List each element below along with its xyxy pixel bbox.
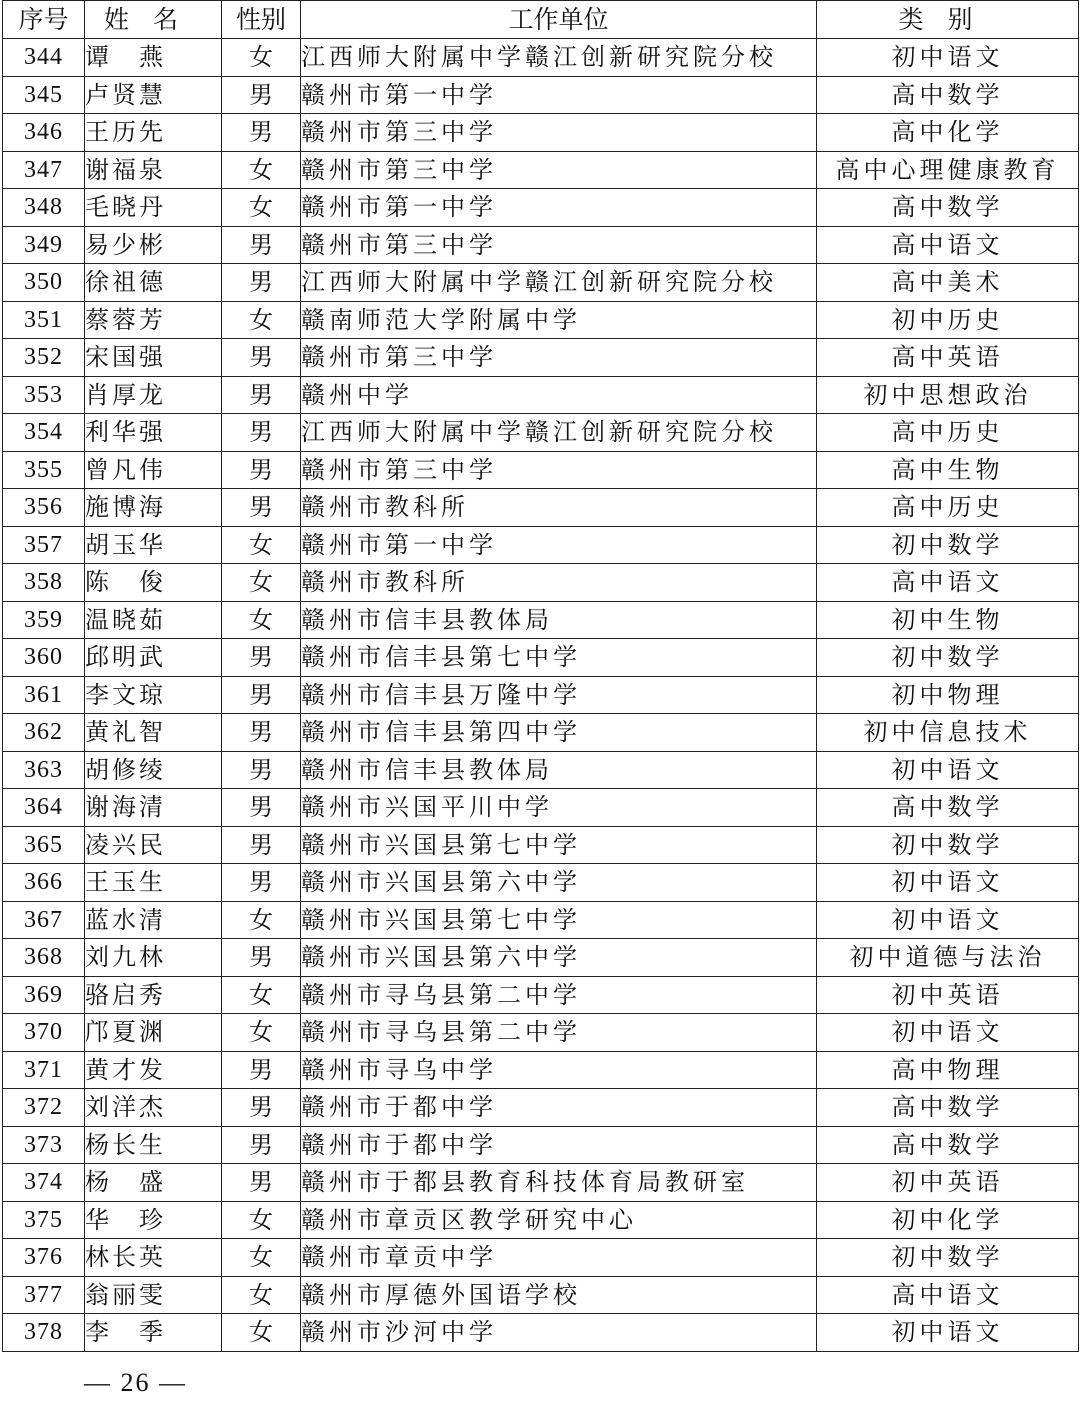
- cell-name: 林长英: [85, 1239, 222, 1277]
- cell-seq: 372: [3, 1089, 85, 1127]
- cell-seq: 373: [3, 1126, 85, 1164]
- cell-name: 黄礼智: [85, 714, 222, 752]
- table-row: [3, 1051, 1079, 1089]
- cell-category: 高中物理: [817, 1051, 1079, 1089]
- cell-unit: 江西师大附属中学赣江创新研究院分校: [301, 39, 817, 77]
- cell-seq: 355: [3, 451, 85, 489]
- cell-gender: 女: [222, 1201, 301, 1239]
- cell-category: 初中语文: [817, 751, 1079, 789]
- cell-seq: 345: [3, 76, 85, 114]
- cell-gender: 男: [222, 864, 301, 902]
- cell-name: 谢福泉: [85, 151, 222, 189]
- header-gender: 性别: [222, 1, 301, 39]
- cell-unit: 江西师大附属中学赣江创新研究院分校: [301, 264, 817, 302]
- cell-name: 宋国强: [85, 339, 222, 377]
- cell-seq: 347: [3, 151, 85, 189]
- table-row: [3, 789, 1079, 827]
- cell-unit: 赣州市兴国县第六中学: [301, 864, 817, 902]
- table-row: [3, 264, 1079, 302]
- cell-category: 初中数学: [817, 526, 1079, 564]
- cell-unit: 赣州市信丰县第七中学: [301, 639, 817, 677]
- cell-seq: 375: [3, 1201, 85, 1239]
- table-row: [3, 714, 1079, 752]
- cell-seq: 354: [3, 414, 85, 452]
- cell-name: 刘洋杰: [85, 1089, 222, 1127]
- table-row: [3, 751, 1079, 789]
- cell-category: 初中道德与法治: [817, 939, 1079, 977]
- cell-unit: 赣州市于都中学: [301, 1089, 817, 1127]
- cell-category: 高中生物: [817, 451, 1079, 489]
- cell-name: 华 珍: [85, 1201, 222, 1239]
- cell-seq: 366: [3, 864, 85, 902]
- cell-gender: 女: [222, 301, 301, 339]
- cell-name: 邝夏渊: [85, 1014, 222, 1052]
- cell-name: 王玉生: [85, 864, 222, 902]
- cell-unit: 赣州市章贡中学: [301, 1239, 817, 1277]
- table-row: [3, 676, 1079, 714]
- cell-name: 王历先: [85, 114, 222, 152]
- cell-unit: 江西师大附属中学赣江创新研究院分校: [301, 414, 817, 452]
- cell-unit: 赣州市第三中学: [301, 151, 817, 189]
- cell-unit: 赣州市第三中学: [301, 226, 817, 264]
- header-category: 类别: [817, 1, 1079, 39]
- cell-seq: 364: [3, 789, 85, 827]
- cell-category: 初中英语: [817, 976, 1079, 1014]
- cell-gender: 男: [222, 451, 301, 489]
- cell-category: 初中数学: [817, 1239, 1079, 1277]
- cell-seq: 351: [3, 301, 85, 339]
- cell-name: 毛晓丹: [85, 189, 222, 227]
- cell-unit: 赣州市于都中学: [301, 1126, 817, 1164]
- cell-seq: 377: [3, 1276, 85, 1314]
- table-row: [3, 864, 1079, 902]
- table-header-row: [3, 1, 1079, 39]
- cell-category: 高中语文: [817, 1276, 1079, 1314]
- cell-gender: 女: [222, 151, 301, 189]
- cell-gender: 男: [222, 939, 301, 977]
- cell-category: 高中历史: [817, 489, 1079, 527]
- cell-category: 初中英语: [817, 1164, 1079, 1202]
- cell-name: 邱明武: [85, 639, 222, 677]
- cell-name: 易少彬: [85, 226, 222, 264]
- cell-gender: 男: [222, 1089, 301, 1127]
- cell-unit: 赣州市第三中学: [301, 339, 817, 377]
- table-row: [3, 826, 1079, 864]
- cell-category: 高中美术: [817, 264, 1079, 302]
- table-row: [3, 1089, 1079, 1127]
- cell-seq: 346: [3, 114, 85, 152]
- table-row: [3, 1314, 1079, 1352]
- cell-gender: 女: [222, 564, 301, 602]
- cell-seq: 363: [3, 751, 85, 789]
- table-row: [3, 151, 1079, 189]
- cell-seq: 362: [3, 714, 85, 752]
- table-row: [3, 376, 1079, 414]
- cell-gender: 女: [222, 976, 301, 1014]
- cell-name: 温晓茹: [85, 601, 222, 639]
- cell-seq: 371: [3, 1051, 85, 1089]
- cell-seq: 368: [3, 939, 85, 977]
- cell-seq: 378: [3, 1314, 85, 1352]
- cell-unit: 赣州市第一中学: [301, 189, 817, 227]
- table-row: [3, 1276, 1079, 1314]
- cell-unit: 赣州市第一中学: [301, 76, 817, 114]
- cell-name: 刘九林: [85, 939, 222, 977]
- table-row: [3, 564, 1079, 602]
- cell-category: 初中思想政治: [817, 376, 1079, 414]
- cell-name: 杨长生: [85, 1126, 222, 1164]
- cell-unit: 赣州市厚德外国语学校: [301, 1276, 817, 1314]
- cell-gender: 男: [222, 114, 301, 152]
- cell-seq: 374: [3, 1164, 85, 1202]
- table-row: [3, 301, 1079, 339]
- cell-category: 高中历史: [817, 414, 1079, 452]
- cell-gender: 男: [222, 714, 301, 752]
- cell-name: 胡玉华: [85, 526, 222, 564]
- table-row: [3, 1164, 1079, 1202]
- cell-category: 初中信息技术: [817, 714, 1079, 752]
- cell-seq: 352: [3, 339, 85, 377]
- cell-gender: 女: [222, 1239, 301, 1277]
- cell-category: 初中化学: [817, 1201, 1079, 1239]
- cell-gender: 男: [222, 826, 301, 864]
- cell-name: 凌兴民: [85, 826, 222, 864]
- table-body: [3, 39, 1079, 1352]
- cell-category: 高中数学: [817, 1089, 1079, 1127]
- cell-seq: 353: [3, 376, 85, 414]
- table-row: [3, 1014, 1079, 1052]
- table-row: [3, 414, 1079, 452]
- header-seq: 序号: [3, 1, 85, 39]
- cell-name: 骆启秀: [85, 976, 222, 1014]
- cell-category: 高中数学: [817, 1126, 1079, 1164]
- cell-gender: 女: [222, 901, 301, 939]
- cell-gender: 女: [222, 1014, 301, 1052]
- cell-unit: 赣州市沙河中学: [301, 1314, 817, 1352]
- header-name: 姓名: [85, 1, 222, 39]
- cell-seq: 357: [3, 526, 85, 564]
- cell-gender: 男: [222, 376, 301, 414]
- cell-unit: 赣州市信丰县第四中学: [301, 714, 817, 752]
- cell-unit: 赣南师范大学附属中学: [301, 301, 817, 339]
- cell-unit: 赣州市兴国平川中学: [301, 789, 817, 827]
- cell-gender: 男: [222, 264, 301, 302]
- cell-gender: 男: [222, 339, 301, 377]
- cell-category: 高中语文: [817, 226, 1079, 264]
- cell-name: 陈 俊: [85, 564, 222, 602]
- cell-category: 初中数学: [817, 639, 1079, 677]
- table-row: [3, 901, 1079, 939]
- table-row: [3, 939, 1079, 977]
- cell-category: 初中语文: [817, 864, 1079, 902]
- cell-name: 卢贤慧: [85, 76, 222, 114]
- cell-seq: 349: [3, 226, 85, 264]
- cell-seq: 356: [3, 489, 85, 527]
- table-row: [3, 1126, 1079, 1164]
- cell-unit: 赣州市第三中学: [301, 451, 817, 489]
- cell-category: 初中历史: [817, 301, 1079, 339]
- cell-gender: 男: [222, 489, 301, 527]
- cell-name: 谭 燕: [85, 39, 222, 77]
- cell-category: 初中语文: [817, 1314, 1079, 1352]
- cell-seq: 361: [3, 676, 85, 714]
- cell-name: 曾凡伟: [85, 451, 222, 489]
- cell-unit: 赣州市教科所: [301, 489, 817, 527]
- cell-gender: 女: [222, 39, 301, 77]
- cell-seq: 365: [3, 826, 85, 864]
- cell-unit: 赣州市教科所: [301, 564, 817, 602]
- table-row: [3, 639, 1079, 677]
- cell-unit: 赣州市兴国县第六中学: [301, 939, 817, 977]
- cell-gender: 女: [222, 526, 301, 564]
- table-row: [3, 76, 1079, 114]
- cell-gender: 男: [222, 751, 301, 789]
- table-row: [3, 339, 1079, 377]
- cell-gender: 男: [222, 1051, 301, 1089]
- cell-unit: 赣州市信丰县教体局: [301, 751, 817, 789]
- cell-unit: 赣州市寻乌县第二中学: [301, 1014, 817, 1052]
- table-row: [3, 451, 1079, 489]
- cell-gender: 男: [222, 639, 301, 677]
- page-number: — 26 —: [84, 1368, 187, 1397]
- cell-unit: 赣州市兴国县第七中学: [301, 901, 817, 939]
- table-row: [3, 189, 1079, 227]
- cell-gender: 男: [222, 676, 301, 714]
- cell-category: 初中生物: [817, 601, 1079, 639]
- cell-gender: 男: [222, 76, 301, 114]
- cell-category: 高中数学: [817, 76, 1079, 114]
- cell-name: 徐祖德: [85, 264, 222, 302]
- table-row: [3, 526, 1079, 564]
- cell-unit: 赣州市信丰县万隆中学: [301, 676, 817, 714]
- cell-seq: 369: [3, 976, 85, 1014]
- table-row: [3, 601, 1079, 639]
- cell-seq: 348: [3, 189, 85, 227]
- cell-unit: 赣州中学: [301, 376, 817, 414]
- cell-gender: 男: [222, 789, 301, 827]
- cell-unit: 赣州市第三中学: [301, 114, 817, 152]
- cell-unit: 赣州市第一中学: [301, 526, 817, 564]
- cell-name: 蔡蓉芳: [85, 301, 222, 339]
- table-row: [3, 226, 1079, 264]
- cell-category: 高中数学: [817, 789, 1079, 827]
- cell-seq: 370: [3, 1014, 85, 1052]
- cell-category: 高中数学: [817, 189, 1079, 227]
- cell-seq: 360: [3, 639, 85, 677]
- cell-name: 肖厚龙: [85, 376, 222, 414]
- cell-unit: 赣州市寻乌中学: [301, 1051, 817, 1089]
- header-unit: 工作单位: [301, 1, 817, 39]
- cell-category: 初中语文: [817, 39, 1079, 77]
- cell-unit: 赣州市章贡区教学研究中心: [301, 1201, 817, 1239]
- cell-seq: 358: [3, 564, 85, 602]
- table-row: [3, 39, 1079, 77]
- cell-seq: 344: [3, 39, 85, 77]
- cell-gender: 女: [222, 1276, 301, 1314]
- cell-name: 蓝水清: [85, 901, 222, 939]
- cell-gender: 女: [222, 601, 301, 639]
- cell-gender: 男: [222, 414, 301, 452]
- cell-name: 杨 盛: [85, 1164, 222, 1202]
- cell-category: 高中心理健康教育: [817, 151, 1079, 189]
- cell-name: 黄才发: [85, 1051, 222, 1089]
- cell-seq: 350: [3, 264, 85, 302]
- cell-category: 初中语文: [817, 1014, 1079, 1052]
- teacher-roster-table: [2, 0, 1079, 1352]
- table-row: [3, 114, 1079, 152]
- table-row: [3, 1239, 1079, 1277]
- cell-category: 初中语文: [817, 901, 1079, 939]
- cell-unit: 赣州市兴国县第七中学: [301, 826, 817, 864]
- cell-unit: 赣州市信丰县教体局: [301, 601, 817, 639]
- cell-category: 初中物理: [817, 676, 1079, 714]
- cell-category: 初中数学: [817, 826, 1079, 864]
- cell-name: 李文琼: [85, 676, 222, 714]
- table-row: [3, 489, 1079, 527]
- cell-unit: 赣州市寻乌县第二中学: [301, 976, 817, 1014]
- cell-seq: 367: [3, 901, 85, 939]
- cell-gender: 女: [222, 189, 301, 227]
- cell-gender: 男: [222, 1126, 301, 1164]
- cell-category: 高中语文: [817, 564, 1079, 602]
- cell-name: 施博海: [85, 489, 222, 527]
- cell-seq: 376: [3, 1239, 85, 1277]
- cell-name: 李 季: [85, 1314, 222, 1352]
- cell-category: 高中化学: [817, 114, 1079, 152]
- table-row: [3, 976, 1079, 1014]
- cell-gender: 男: [222, 1164, 301, 1202]
- cell-name: 翁丽雯: [85, 1276, 222, 1314]
- cell-gender: 男: [222, 226, 301, 264]
- cell-category: 高中英语: [817, 339, 1079, 377]
- table-row: [3, 1201, 1079, 1239]
- cell-name: 利华强: [85, 414, 222, 452]
- cell-name: 谢海清: [85, 789, 222, 827]
- cell-gender: 女: [222, 1314, 301, 1352]
- cell-name: 胡修绫: [85, 751, 222, 789]
- cell-unit: 赣州市于都县教育科技体育局教研室: [301, 1164, 817, 1202]
- cell-seq: 359: [3, 601, 85, 639]
